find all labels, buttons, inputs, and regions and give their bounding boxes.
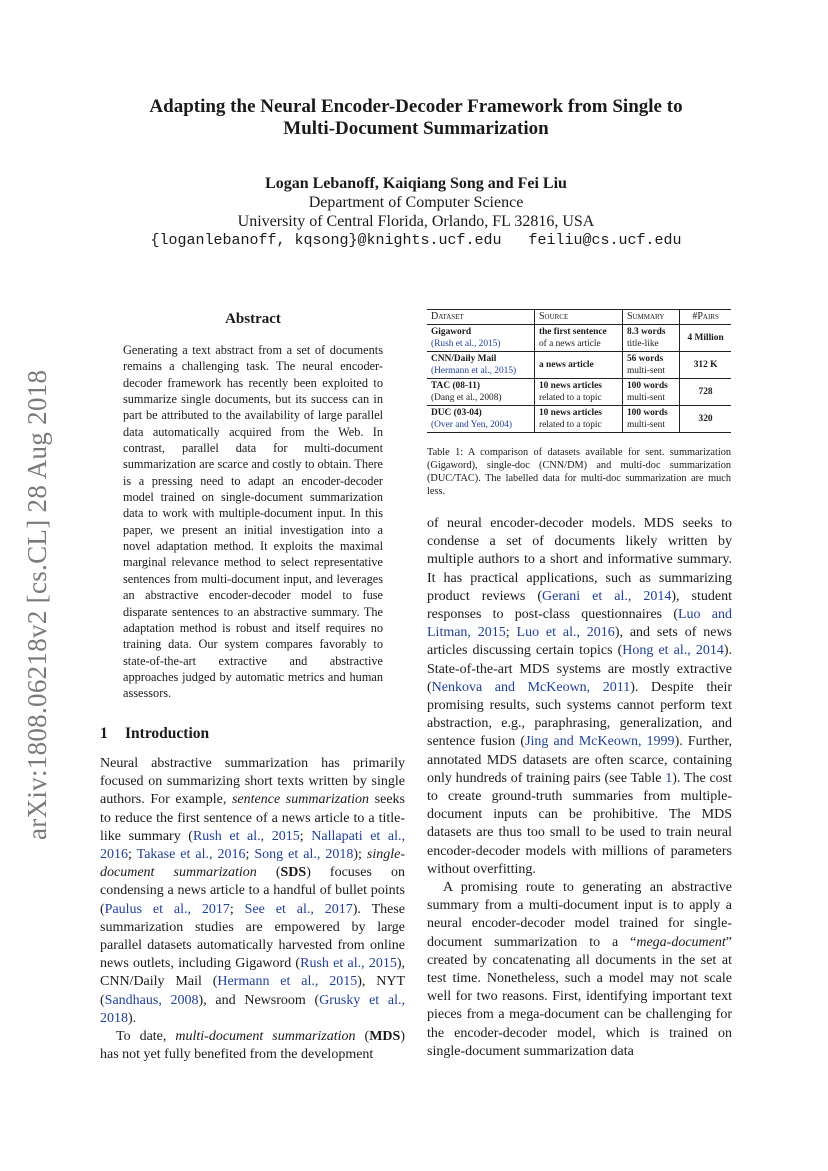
citation-link[interactable]: Rush et al., 2015 — [192, 828, 300, 844]
dataset-comparison-table — [427, 309, 731, 433]
text-run: Neural abstractive summarization has primarily focused on summarizing short texts written by single authors. For example, — [100, 756, 405, 808]
summary-line-1: 100 words — [626, 381, 668, 391]
text-run: seeks to reduce the first sentence of a news article to a title-like summary ( — [100, 792, 405, 844]
citation-link[interactable]: Paulus et al., 2017 — [104, 901, 230, 917]
source-line-1: the first sentence — [538, 327, 607, 337]
text-run: of neural encoder-decoder models. MDS seeks to condense a set of documents likely written by multiple authors to a short and informative summary. It has practical applications, such as summarizing product reviews ( — [427, 516, 732, 604]
source-line-1: 10 news articles — [538, 408, 602, 418]
text-run: ). Despite their promising results, such systems cannot perform text abstraction, e.g., paraphrasing, generalization, and sentence fusion ( — [427, 679, 732, 750]
author-emails: {loganlebanoff, kqsong}@knights.ucf.edu feiliu@cs.ucf.edu — [150, 232, 682, 249]
text-run: ). State-of-the-art MDS systems are mostly extractive ( — [427, 643, 732, 695]
header-summary: Summary — [622, 310, 679, 325]
citation-link[interactable]: Nallapati et al., 2016 — [100, 828, 406, 863]
text-run: ( — [355, 1029, 370, 1045]
source-line-1: 10 news articles — [538, 381, 602, 391]
arxiv-identifier: arXiv:1808.06218v2 [cs.CL] 28 Aug 2018 — [22, 369, 52, 840]
text-run: ), and sets of news articles discussing certain topics ( — [427, 625, 732, 659]
intro-paragraph-2-continued: of neural encoder-decoder models. MDS seeks to condense a set of documents likely written by multiple authors to a short and informative summary. It has practical applications, such as summarizing product reviews (Gerani et al., 2014), student responses to post-class questionnaires (Luo and Litman, 2015; Luo et al., 2016), and sets of news articles discussing certain topics (Hong et al., 2014). State-of-the-art MDS systems are mostly extractive (Nenkova and McKeown, 2011). Despite their promising results, such systems cannot perform text abstraction, e.g., paraphrasing, generalization, and sentence fusion (Jing and McKeown, 1999). Further, annotated MDS datasets are often scarce, containing only hundreds of training pairs (see Table 1). The cost to create ground-truth summaries from multiple-document inputs can be prohibitive. The MDS datasets are thus too small to be used to train neural encoder-decoder models with millions of parameters without overfitting. — [427, 516, 733, 877]
summary-cell — [622, 325, 679, 352]
text-run: ). The cost to create ground-truth summaries from multiple-document inputs can be prohibitive. The MDS datasets are thus too small to be used to train neural encoder-decoder models with millions of parameters without overfitting. — [427, 770, 733, 877]
table-reference-link[interactable]: 1 — [665, 770, 673, 786]
abstract-text: Generating a text abstract from a set of documents remains a challenging task. The neural encoder-decoder framework has recently been exploited to summarize single documents, but its success can in part be attributed to the availability of large parallel data automatically acquired from the Web. In contrast, parallel data for multi-document summarization are scarce and costly to obtain. There is a pressing need to adapt an encoder-decoder model trained on single-document summarization data to work with multiple-document input. In this paper, we present an initial investigation into a novel adaptation method. It exploits the maximal marginal relevance method to select representative sentences from multi-document input, and leverages an abstractive encoder-decoder model to fuse disparate sentences to an abstractive summary. The adaptation method is robust and itself requires no training data. Our system compares favorably to state-of-the-art extractive and abstractive approaches judged by automatic metrics and human assessors. — [123, 343, 383, 701]
dataset-cell — [427, 379, 534, 406]
dataset-name: TAC (08-11) — [431, 381, 481, 391]
author-department: Department of Computer Science — [308, 194, 524, 211]
citation-link[interactable]: Nenkova and McKeown, 2011 — [431, 679, 631, 695]
citation-link[interactable]: Luo et al., 2016 — [516, 625, 615, 641]
text-run: ) focuses on condensing a news article to a handful of bullet points ( — [100, 865, 405, 917]
source-cell — [534, 406, 622, 433]
text-run: ), and Newsroom ( — [198, 992, 320, 1008]
title-line-1: Adapting the Neural Encoder-Decoder Framework from Single to — [149, 96, 683, 117]
dataset-name: DUC (03-04) — [431, 408, 482, 418]
table-caption: Table 1: A comparison of datasets available for sent. summarization (Gigaword), single-doc (CNN/DM) and multi-doc summarization (DUC/TAC). The labelled data for multi-doc summarization are much less. — [427, 447, 731, 497]
text-run: ), NYT ( — [100, 974, 406, 1008]
section-number: 1 — [100, 725, 108, 742]
citation-link[interactable]: Grusky et al., 2018 — [100, 992, 405, 1026]
text-run: ), CNN/Daily Mail ( — [100, 956, 405, 990]
citation-link[interactable]: Jing and McKeown, 1999 — [525, 734, 675, 750]
dataset-name: Gigaword — [431, 327, 472, 337]
citation-link[interactable]: Hermann et al., 2015 — [217, 974, 358, 990]
emphasis: single-document summarization — [100, 847, 406, 881]
header-pairs: #Pairs — [680, 310, 731, 325]
author-university: University of Central Florida, Orlando, FL 32816, USA — [237, 213, 595, 230]
dataset-name: CNN/Daily Mail — [431, 354, 497, 364]
dataset-cell — [427, 325, 534, 352]
section-title: Introduction — [125, 725, 210, 742]
dataset-citation-link[interactable]: (Over and Yen, 2004) — [431, 420, 512, 430]
table-row — [427, 379, 731, 406]
right-column-body — [427, 515, 732, 1061]
emphasis: multi-document summarization — [175, 1029, 356, 1045]
summary-cell — [622, 379, 679, 406]
pairs-cell: 4 Million — [680, 325, 731, 352]
citation-link[interactable]: Hong et al., 2014 — [622, 643, 724, 659]
text-run: ), student responses to post-class questionnaires ( — [427, 588, 732, 623]
table-row — [427, 406, 731, 433]
citation-link[interactable]: Rush et al., 2015 — [300, 956, 397, 972]
author-names: Logan Lebanoff, Kaiqiang Song and Fei Liu — [265, 175, 567, 192]
summary-cell — [622, 406, 679, 433]
pairs-cell: 312 K — [680, 352, 731, 379]
text-run: ). Further, annotated MDS datasets are often scarce, containing only hundreds of training pairs (see Table — [427, 734, 732, 786]
text-run: A promising route to generating an abstractive summary from a multi-document input is to apply a neural encoder-decoder model trained for single-document summarization to a “ — [427, 880, 732, 950]
source-cell — [534, 379, 622, 406]
source-line-2: related to a topic — [538, 393, 602, 403]
bold-term: MDS — [369, 1029, 401, 1045]
emphasis: sentence summarization — [231, 792, 370, 808]
abstract-heading: Abstract — [225, 311, 281, 327]
summary-cell — [622, 352, 679, 379]
summary-line-2: multi-sent — [626, 393, 665, 403]
intro-paragraph-3 — [427, 879, 732, 1061]
title-line-2: Multi-Document Summarization — [283, 118, 549, 139]
summary-line-2: multi-sent — [626, 420, 665, 430]
pairs-cell: 320 — [680, 406, 731, 433]
summary-line-1: 56 words — [626, 354, 664, 364]
dataset-cell — [427, 352, 534, 379]
citation-link[interactable]: Song et al., 2018 — [254, 847, 354, 863]
table-row — [427, 325, 731, 352]
citation-link[interactable]: Sandhaus, 2008 — [104, 992, 199, 1008]
source-line-2: of a news article — [538, 339, 601, 349]
text-run: To date, — [116, 1029, 176, 1045]
section-heading-introduction — [100, 725, 209, 743]
text-run: ); — [353, 847, 367, 863]
dataset-citation-link[interactable]: (Rush et al., 2015) — [431, 339, 501, 349]
text-run: ). — [128, 1010, 137, 1026]
dataset-citation: (Dang et al., 2008) — [431, 393, 502, 403]
summary-line-1: 8.3 words — [626, 327, 666, 337]
source-cell — [534, 325, 622, 352]
left-column-body — [100, 755, 405, 1064]
source-cell: a news article — [534, 352, 622, 379]
text-run: ). These summarization studies are empowered by large parallel datasets automatically harvested from online news outlets, including Gigaword ( — [100, 901, 405, 972]
summary-line-1: 100 words — [626, 408, 668, 418]
summary-line-2: multi-sent — [626, 366, 665, 376]
citation-link[interactable]: Takase et al., 2016 — [136, 847, 246, 863]
text-run: ( — [256, 865, 281, 881]
citation-link[interactable]: Luo and Litman, 2015 — [427, 607, 732, 641]
paper-title — [100, 96, 732, 140]
summary-line-2: title-like — [626, 339, 659, 349]
citation-link[interactable]: See et al., 2017 — [244, 901, 353, 917]
author-block — [100, 174, 732, 250]
table-row — [427, 352, 731, 379]
pairs-cell: 728 — [680, 379, 731, 406]
header-source: Source — [534, 310, 622, 325]
intro-paragraph-1: Neural abstractive summarization has primarily focused on summarizing short texts written by single authors. For example, sentence summarization seeks to reduce the first sentence of a news article to a title-like summary (Rush et al., 2015; Nallapati et al., 2016; Takase et al., 2016; Song et al., 2018); single-document summarization (SDS) focuses on condensing a news article to a handful of bullet points (Paulus et al., 2017; See et al., 2017). These summarization studies are empowered by large parallel datasets automatically harvested from online news outlets, including Gigaword (Rush et al., 2015), CNN/Daily Mail (Hermann et al., 2015), NYT (Sandhaus, 2008), and Newsroom (Grusky et al., 2018). — [100, 756, 406, 1026]
dataset-citation-link[interactable]: (Hermann et al., 2015) — [431, 366, 517, 376]
text-run: ) has not yet fully benefited from the development — [100, 1029, 405, 1063]
source-line-2: related to a topic — [538, 420, 602, 430]
citation-link[interactable]: Gerani et al., 2014 — [542, 588, 672, 604]
emphasis: mega-document — [636, 934, 726, 950]
dataset-cell — [427, 406, 534, 433]
table-header-row — [427, 310, 731, 325]
text-run: ” created by concatenating all documents in the set at test time. Nonetheless, such a model may not scale well for two reasons. First, identifying important text pieces from a mega-document can be challenging for the encoder-decoder model, which is trained on single-document summarization data — [427, 934, 732, 1059]
intro-paragraph-2-start — [100, 1028, 405, 1064]
bold-term: SDS — [280, 865, 307, 881]
header-dataset: Dataset — [427, 310, 534, 325]
